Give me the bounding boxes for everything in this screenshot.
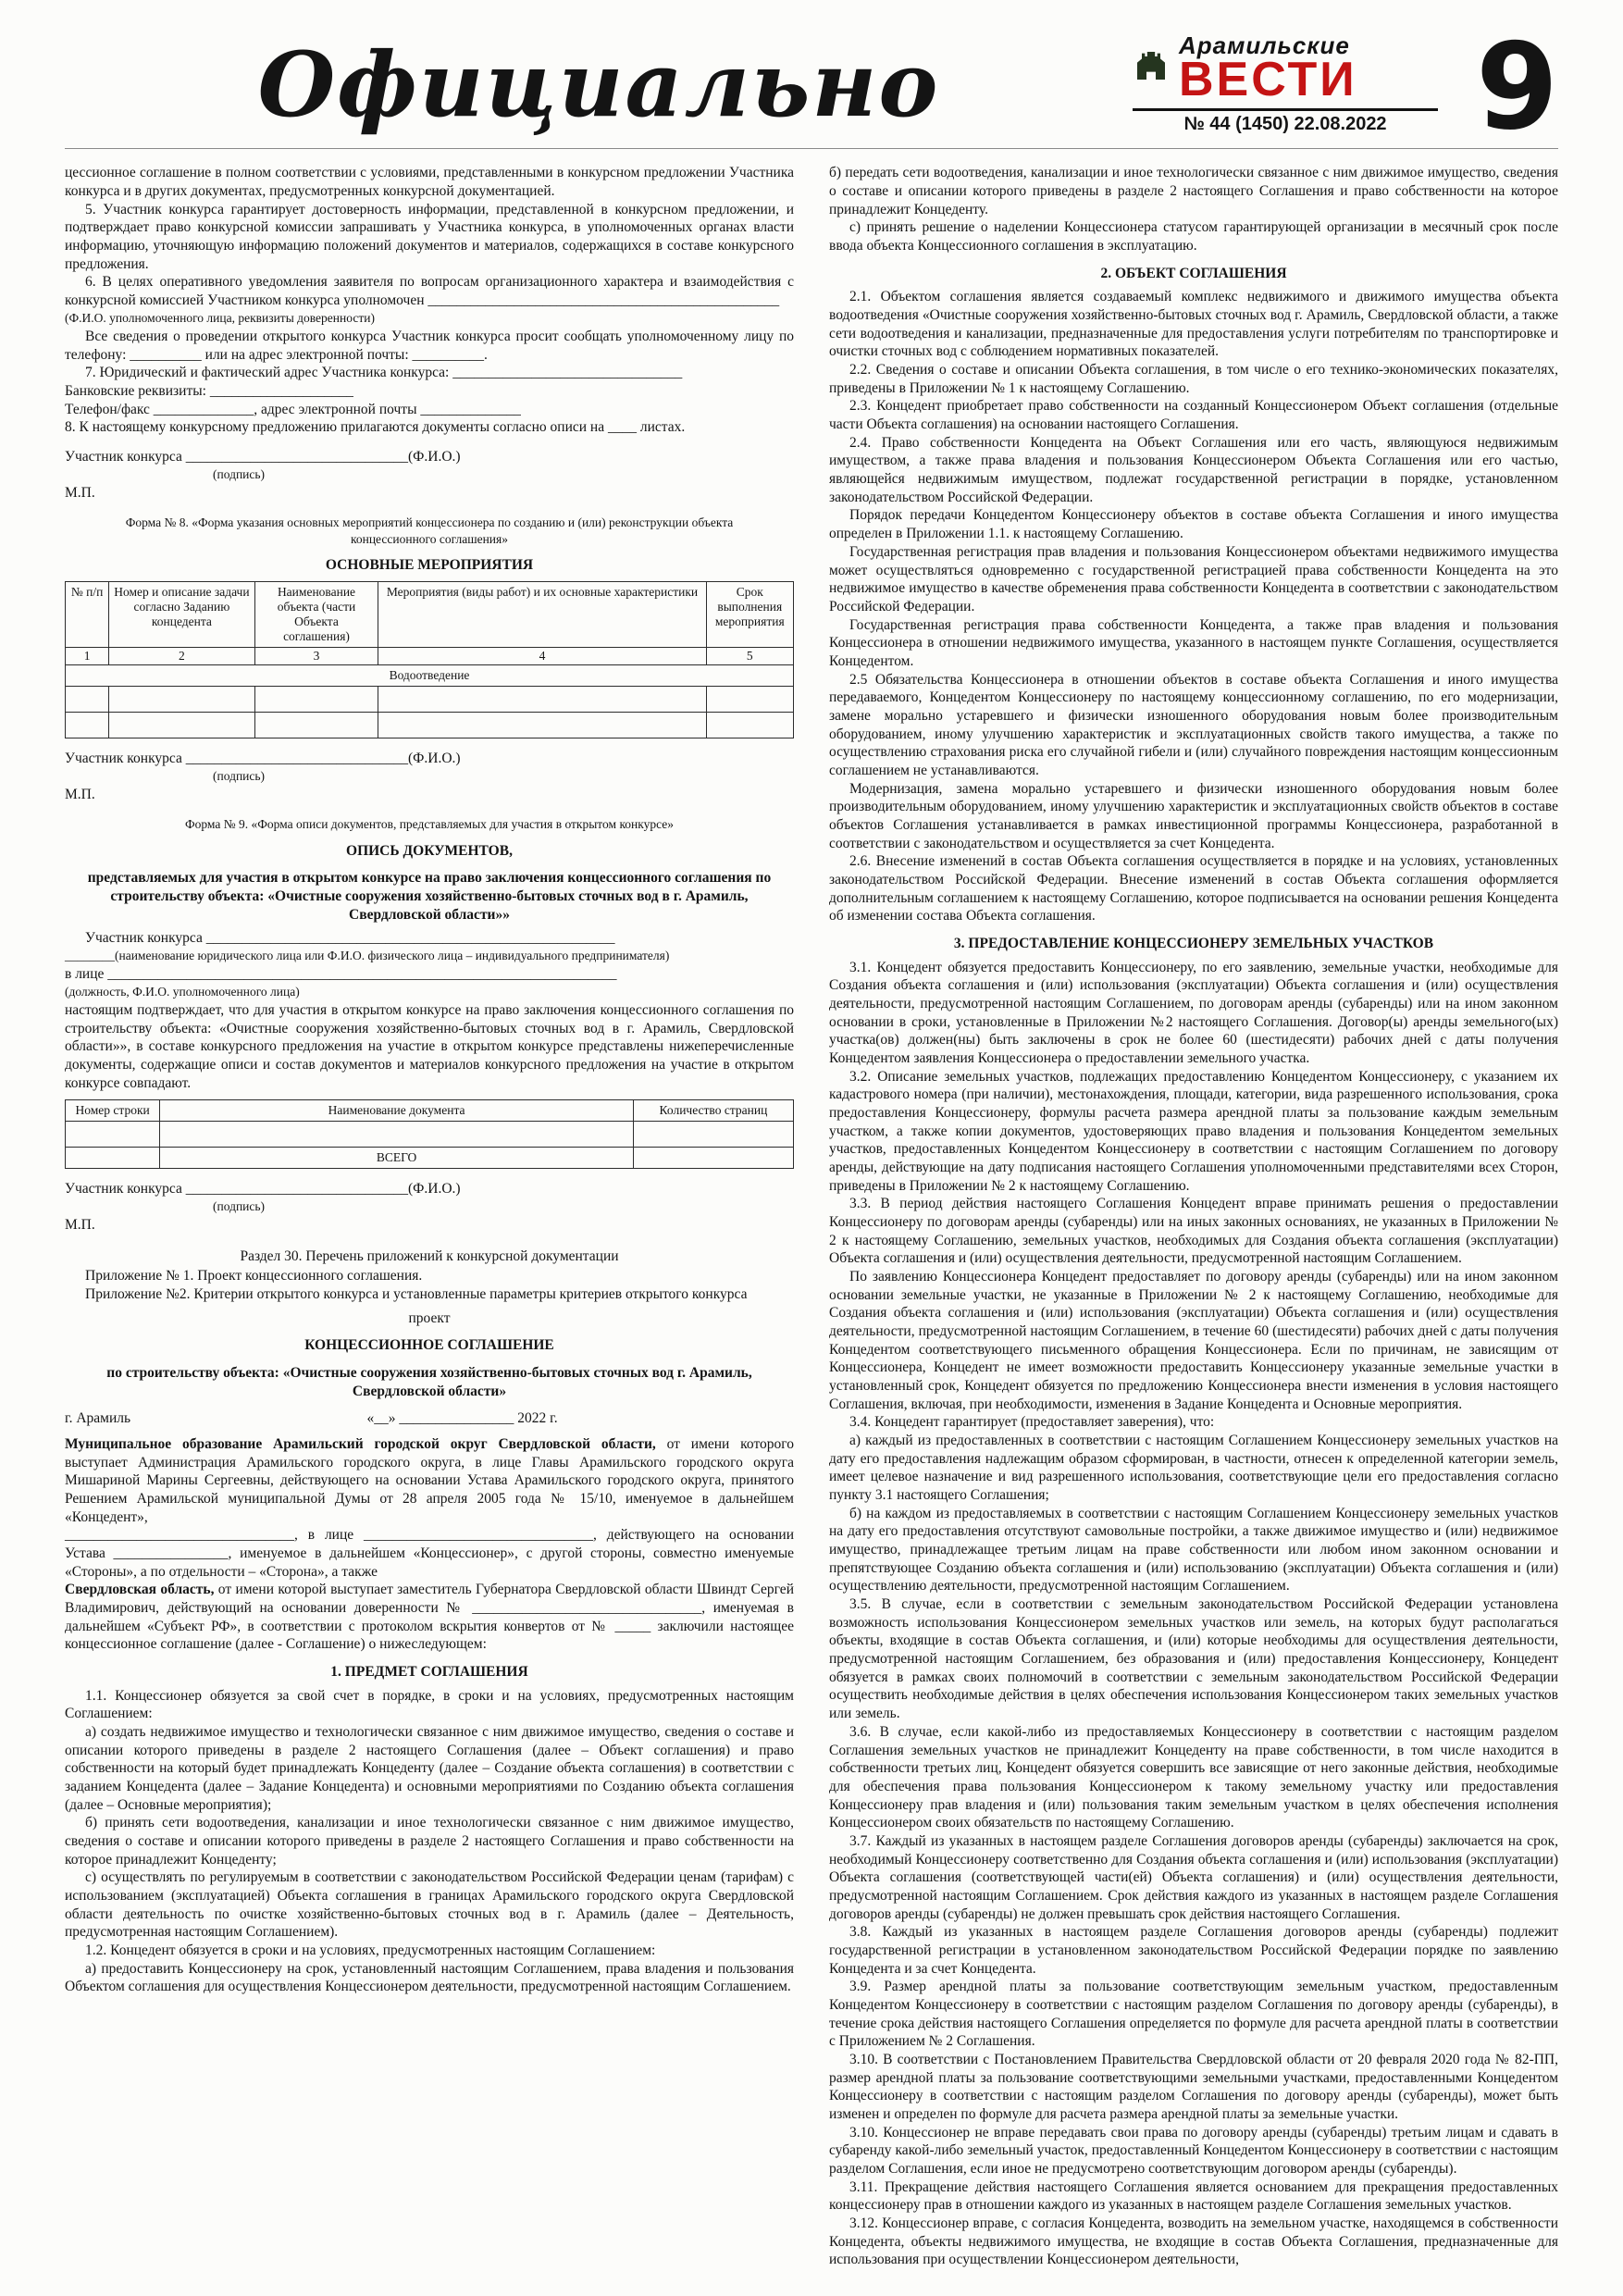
stamp-label: М.П. (65, 484, 95, 501)
paragraph: Муниципальное образование Арамильский городской округ Свердловской области, от имени которого выступает Администрация Арамильского городского округа, в лице Главы Арамильского городского округа Мишариной Марины Сергеевны, действующего на основании Устава Арамильского городского округа, принятого Решением Арамильской муниципальной Думы от 28 апреля 2005 года № 15/10, именуемое в дальнейшем «Концедент», (65, 1435, 794, 1525)
paragraph: б) принять сети водоотведения, канализации и иное технологически связанное с ним движимое имущество, сведения о составе и описании которого приведены в разделе 2 настоящего Соглашения и право собственности на которое принадлежит Концеденту; (65, 1815, 794, 1868)
paragraph: с) осуществлять по регулируемым в соответствии с законодательством Российской Федерации ценам (тарифам) с использованием (эксплуатацией) Объекта соглашения в границах Арамильского городского округа Свердловской области деятельность по очистке хозяйственно-бытовых сточных вод в г. Арамиль (далее – Деятельность, предусмотренная настоящим Соглашением). (65, 1869, 794, 1941)
total-row (66, 1148, 794, 1169)
paragraph: 3.7. Каждый из указанных в настоящем разделе Соглашения договоров аренды (субаренды) заключается на срок, необходимый Концессионеру соответственно для Создания объекта соглашения и (или) использования (эксплуатации) Объекта соглашения (соответствующей части(ей) Объекта соглашения) и (или) осуществления деятельности, предусмотренной настоящим Соглашением. Срок действия каждого из указанных в настоящем разделе Соглашения договоров аренды (субаренды) не должен превышать срок действия настоящего Соглашения. (829, 1832, 1558, 1922)
place-date-line (65, 1409, 794, 1428)
section-title: Официально (257, 32, 940, 138)
paragraph: а) каждый из предоставленных в соответствии с настоящим Соглашением Концессионеру земельных участков на дату его предоставления надлежащим образом сформирован, в частности, отнесен к определенной категории земель, имеет целевое назначение и вид разрешенного использования, соответствующие цели его предоставления согласно пункту 3.1 настоящего Соглашения; (829, 1433, 1558, 1504)
paragraph: 7. Юридический и фактический адрес Участника конкурса: ________________________________ (85, 365, 683, 381)
column-number-cell: 1 (66, 648, 109, 665)
paragraph: 2.3. Концедент приобретает право собственности на созданный Концессионером Объект соглашения (отдельные части Объекта соглашения) на основании настоящего Соглашения. (829, 398, 1558, 433)
paragraph: Все сведения о проведении открытого конкурса Участник конкурса просит сообщать уполномоченному лицу по телефону: __________ или на адрес электронной почты: __________. (65, 328, 794, 363)
paragraph: а) создать недвижимое имущество и технологически связанное с ним движимое имущество, сведения о составе и описании которого приведены в разделе 2 настоящего Соглашения (далее – Объект соглашения) и право собственности на который будет принадлежать Концеденту (далее – Создание объекта соглашения) в соответствии с заданием Концедента (далее – Задание Концедента) и основными мероприятиями по Созданию объекта соглашения (далее – Основные мероприятия); (65, 1723, 794, 1813)
paragraph: 3.8. Каждый из указанных в настоящем разделе Соглашения договоров аренды (субаренды) подлежит государственной регистрации в установленном законодательством Российской Федерации порядке по заявлению Концедента и за счет Концедента. (829, 1924, 1558, 1977)
paragraph: Свердловская область, от имени которой выступает заместитель Губернатора Свердловской области Швиндт Сергей Владимирович, действующий на основании доверенности № ________________________________, именуемая в дальнейшем «Субъект РФ», в соответствии с протоколом вскрытия конвертов от № _____ заключили настоящее концессионное соглашение (далее - Соглашение) о нижеследующем: (65, 1582, 794, 1653)
paragraph: 2.2. Сведения о составе и описании Объекта соглашения, в том числе о его технико-экономических показателях, приведены в Приложении № 1 к настоящему Соглашению. (829, 362, 1558, 396)
docs-table (65, 1099, 794, 1169)
signature-block (65, 1180, 794, 1234)
section-heading: представляемых для участия в открытом конкурсе на право заключения концессионного соглашения по строительству объекта: «Очистные сооружения хозяйственно-бытовых сточных вод в г. Арамиль, Свердловской области»» (87, 870, 772, 923)
section-heading: 3. ПРЕДОСТАВЛЕНИЕ КОНЦЕССИОНЕРУ ЗЕМЕЛЬНЫХ УЧАСТКОВ (953, 935, 1434, 951)
paragraph: По заявлению Концессионера Концедент предоставляет по договору аренды (субаренды) или на ином законном основании земельные участки, не указанные в Приложении № 2 к настоящему Соглашению, необходимые для Создания объекта соглашения и (или) использования (эксплуатации) Объекта соглашения и (или) осуществления деятельности, предусмотренной настоящим Соглашением, в течение 60 (шестидесяти) рабочих дней с даты получения Концедентом соответствующего письменного обращения Концессионера. Если по причинам, не зависящим от Концессионера, Концедент не имеет возможности предоставить Концессионеру указанные земельные участки в установленный срок, Концедент обязуется по предложению Концессионера внести изменения в условия настоящего Соглашения, включая, при необходимости, изменения в Задание Концедента и Основные мероприятия. (829, 1269, 1558, 1412)
field-caption: (Ф.И.О. уполномоченного лица, реквизиты доверенности) (65, 310, 375, 325)
signature-line: Участник конкурса _______________________________(Ф.И.О.) (65, 448, 461, 465)
article-columns (65, 164, 1558, 2269)
empty-cell (66, 1122, 160, 1148)
section-cell: Водоотведение (66, 664, 794, 686)
paragraph: Порядок передачи Концедентом Концессионеру объектов в составе объекта Соглашения и иного имущества определен в Приложении 1.1. к настоящему Соглашению. (829, 507, 1558, 542)
paragraph: 2.1. Объектом соглашения является создаваемый комплекс недвижимого и движимого имущества объекта водоотведения «Очистные сооружения хозяйственно-бытовых сточных вод г. Арамиль, Свердловской области, а также сети водоотведения и канализации, предназначенные для предоставления услуги потребителям по транспортировке и очистки сточных вод с соблюдением нормативных показателей. (829, 289, 1558, 360)
date-blank: «__» ________________ 2022 г. (366, 1410, 558, 1427)
paragraph: 2.5 Обязательства Концессионера в отношении объектов в составе объекта Соглашения и иного имущества передаваемого, Концедентом Концессионеру по настоящему концессионному соглашению, по его модернизации, замене морально устаревшего и физически изношенного оборудования новым более производительным оборудованием, иному улучшению характеристик и эксплуатационных свойств такого имущества, а также по осуществлению страхования риска его случайной гибели и (или) случайного повреждения настоящим концессионным соглашением не устанавливаются. (829, 671, 1558, 778)
paragraph: Государственная регистрация прав владения и пользования Концессионером объектами недвижимого имущества может осуществляться одновременно с государственной регистрацией права собственности Концедента на это недвижимое имущество в качестве обременения права собственности Концедента в соответствии с законодательством Российской Федерации. (829, 543, 1558, 614)
newspaper-logo (1133, 33, 1438, 135)
paragraph: ________________________________, в лице ________________________________, действующего на основании Устава ________________, именуемое в дальнейшем «Концессионер», с другой стороны, совместно именуемые «Стороны», а по отдельности – «Сторона», а также (65, 1527, 794, 1580)
paragraph: 3.9. Размер арендной платы за пользование соответствующим земельным участком, предоставленным Концедентом Концессионеру в соответствии с настоящим разделом Соглашения по договору аренды (субаренды), в течение срока действия настоящего Соглашения определяется по формуле для расчета арендной платы в соответствии с Приложением № 2 Соглашения. (829, 1979, 1558, 2050)
paragraph: а) предоставить Концессионеру на срок, установленный настоящим Соглашением, права владения и пользования Объектом соглашения для осуществления Концессионером деятельности, предусмотренной настоящим Соглашением. (65, 1960, 794, 1995)
empty-cell (66, 686, 109, 712)
measures-table (65, 581, 794, 738)
empty-row (66, 1122, 794, 1148)
paragraph: б) на каждом из предоставляемых в соответствии с настоящим Соглашением Концессионеру земельных участков на дату его предоставления отсутствуют самовольные постройки, а также движимое имущество и (или) недвижимое имущество, принадлежащее третьим лицам на праве собственности или любом ином законном основании и препятствующее Созданию объекта соглашения и (или) использованию (эксплуатации) Объекта соглашения и (или) осуществлению деятельности, предусмотренной настоящим Соглашением. (829, 1505, 1558, 1595)
form-caption: Форма № 8. «Форма указания основных мероприятий концессионера по созданию и (или) реконструкции объекта концессионного соглашения» (125, 515, 734, 546)
brand-name-bottom: ВЕСТИ (1179, 53, 1357, 106)
column-header: Срок выполнения мероприятия (706, 582, 793, 648)
emblem-icon (1133, 47, 1170, 89)
paragraph: 2.6. Внесение изменений в состав Объекта соглашения осуществляется в порядке и на условиях, установленных законодательством Российской Федерации. Внесение изменений в состав Объекта соглашения оформляется дополнительным соглашением к настоящему Соглашению, которое подписывается на основании решения Концедента об изменении состава Объекта соглашения. (829, 853, 1558, 925)
paragraph: 3.3. В период действия настоящего Соглашения Концедент вправе принимать решения о предоставлении Концессионеру по договорам аренды (субаренды) или на иных законных основаниях, не указанных в Приложении № 2 к настоящему Соглашению, земельных участков, необходимых для Создания объекта соглашения (эксплуатации) Объекта соглашения и (или) осуществления деятельности, предусмотренной настоящим Соглашением. (829, 1196, 1558, 1267)
empty-cell (109, 686, 254, 712)
column-header: № п/п (66, 582, 109, 648)
paragraph: 3.10. Концессионер не вправе передавать свои права по договору аренды (субаренды) третьим лицам и сдавать в субаренду какой-либо земельный участок, предоставленный Концедентом Концессионеру в соответствии с настоящим разделом Соглашения, если иное не предусмотрено соответствующим договором аренды (субаренды). (829, 2124, 1558, 2177)
section-heading: КОНЦЕССИОННОЕ СОГЛАШЕНИЕ (304, 1337, 554, 1354)
paragraph: 8. К настоящему конкурсному предложению прилагаются документы согласно описи на ____ листах. (65, 419, 686, 436)
empty-cell (66, 1148, 160, 1169)
paragraph: 3.6. В случае, если какой-либо из предоставляемых Концессионеру в соответствии с настоящим разделом Соглашения земельных участков не принадлежит Концеденту на праве собственности, в том числе находится в собственности третьих лиц, Концедент обязуется совершить все зависящие от него законные действия, необходимые для обеспечения права пользования Концессионером к такому земельному участку или предоставления Концессионеру прав владения и (или) пользования таким земельным участком в целях обеспечения исполнения Концессионером своих обязательств по настоящему Соглашению. (829, 1723, 1558, 1831)
paragraph: цессионное соглашение в полном соответствии с условиями, представленными в конкурсном предложении Участника конкурса и в других документах, предусмотренных конкурсной документацией. (65, 165, 794, 200)
total-cell: ВСЕГО (160, 1148, 634, 1169)
paragraph: 2.4. Право собственности Концедента на Объект Соглашения или его часть, являющуюся недвижимым имуществом, а также права владения и пользования Концессионером Объекта Соглашения или его частью, являющейся недвижимым имуществом, подлежат государственной регистрации в порядке, установленном законодательством Российской Федерации. (829, 434, 1558, 505)
stamp-label: М.П. (65, 786, 95, 802)
paragraph: 3.4. Концедент гарантирует (предоставляет заверения), что: (849, 1414, 1215, 1431)
column-header: Номер строки (66, 1100, 160, 1122)
paragraph: Приложение №2. Критерии открытого конкурса и установленные параметры критериев открытого конкурса (85, 1285, 748, 1302)
signature-caption: (подпись) (213, 1198, 266, 1213)
empty-cell (160, 1122, 634, 1148)
paragraph: Банковские реквизиты: ____________________ (65, 382, 353, 399)
empty-cell (633, 1148, 793, 1169)
empty-cell (109, 712, 254, 738)
bold-lead: Муниципальное образование Арамильский городской округ Свердловской области, (65, 1435, 656, 1452)
brand-name-top: Арамильские (1179, 31, 1350, 59)
empty-cell (706, 712, 793, 738)
brand-row (1133, 31, 1438, 106)
page-number: 9 (1475, 19, 1558, 156)
paragraph: 3.11. Прекращение действия настоящего Соглашения является основанием для прекращения предоставленных концессионеру прав в отношении каждого из указанных в настоящем разделе Соглашения земельных участков. (829, 2178, 1558, 2214)
signature-line: Участник конкурса _______________________________(Ф.И.О.) (65, 750, 461, 766)
bold-lead: Свердловская область, (65, 1582, 215, 1598)
paragraph: 3.1. Концедент обязуется предоставить Концессионеру, по его заявлению, земельные участки, необходимые для Создания объекта соглашения и (или) использования (эксплуатации) Объекта соглашения и (или) осуществления деятельности, предусмотренной настоящим Соглашением, по договорам аренды (субаренды) или на ином законном основании в сроки, установленные в Приложении №2 настоящего Соглашения. Договор(ы) аренды земельного(ых) участка(ов) должен(ны) быть заключены в срок не более 60 (шестидесяти) рабочих дней с даты получения Концедентом заявления Концессионера о предоставлении земельного участка. (829, 959, 1558, 1066)
centered-line: Раздел 30. Перечень приложений к конкурсной документации (240, 1247, 619, 1264)
column-header: Номер и описание задачи согласно Заданию концедента (109, 582, 254, 648)
brand-text (1179, 31, 1357, 106)
column-number-cell: 2 (109, 648, 254, 665)
paragraph: настоящим подтверждает, что для участия в открытом конкурсе на право заключения концессионного соглашения по строительству объекта: «Очистные сооружения хозяйственно-бытовых сточных вод в г. Арамиль, Свердловской области»», в составе конкурсного предложения на участие в открытом конкурсе представлены нижеперечисленные документы, содержащие описи и состав документов и материалов конкурсного предложения на участие в открытом конкурсе совпадают. (65, 1001, 794, 1091)
signature-caption: (подпись) (213, 466, 266, 481)
paragraph: 1.2. Концедент обязуется в сроки и на условиях, предусмотренных настоящим Соглашением: (85, 1942, 656, 1959)
paragraph: Государственная регистрация права собственности Концедента, а также прав владения и пользования Концессионера в отношении недвижимого имущества, указанного в настоящем пункте Соглашения, осуществляется Концедентом. (829, 616, 1558, 669)
column-header: Наименование документа (160, 1100, 634, 1122)
column-header: Мероприятия (виды работ) и их основные характеристики (378, 582, 706, 648)
column-number-cell: 4 (378, 648, 706, 665)
empty-cell (66, 712, 109, 738)
empty-cell (706, 686, 793, 712)
empty-row (66, 686, 794, 712)
paragraph: с) принять решение о наделении Концессионера статусом гарантирующей организации в месячный срок после ввода объекта Концессионного соглашения в эксплуатацию. (829, 219, 1558, 254)
section-heading: 1. ПРЕДМЕТ СОГЛАШЕНИЯ (330, 1663, 528, 1680)
column-number-row (66, 648, 794, 665)
paragraph: в лице _______________________________________________________________________ (65, 966, 617, 983)
section-heading: ОПИСЬ ДОКУМЕНТОВ, (346, 842, 513, 859)
right-column (829, 164, 1558, 2269)
paragraph: 1.1. Концессионер обязуется за свой счет в порядке, в сроки и на условиях, предусмотренных настоящим Соглашением: (65, 1687, 794, 1722)
paragraph: 3.12. Концессионер вправе, с согласия Концедента, возводить на земельном участке, находящемся в собственности Концедента, объекты недвижимого имущества, не входящие в состав Объекта Соглашения, предназначенные для использования при осуществлении Концессионером деятельности, (829, 2215, 1558, 2268)
table-header-row (66, 1100, 794, 1122)
section-row (66, 664, 794, 686)
column-number-cell: 5 (706, 648, 793, 665)
paragraph: Модернизация, замена морально устаревшего и физически изношенного оборудования новым более производительным оборудованием, иному улучшению характеристик и эксплуатационных свойств объектов в составе объектов Соглашения устанавливается в рамках инвестиционной программы Концессионера, разработанной в соответствии с законодательством и осуществляется за счет Концедента. (829, 780, 1558, 851)
empty-cell (378, 712, 706, 738)
column-header: Количество страниц (633, 1100, 793, 1122)
column-number-cell: 3 (254, 648, 378, 665)
left-column (65, 164, 794, 2269)
issue-line: № 44 (1450) 22.08.2022 (1133, 108, 1438, 135)
paragraph: Приложение № 1. Проект концессионного соглашения. (85, 1268, 423, 1285)
paragraph: 3.2. Описание земельных участков, подлежащих предоставлению Концедентом Концессионеру, с указанием их кадастрового номера (при наличии), местонахождения, площади, категории, вида разрешенного использования, срока предоставления Концессионеру, формулы расчета размера арендной платы за пользование каждым земельным участком, а также копии документов, удостоверяющих право владения и пользования Концедентом земельных участков, предоставленных Концедентом Концессионеру в соответствии с настоящим Соглашением по договору аренды, действующие на дату подписания настоящего Соглашения уполномоченными представителями всех Сторон, приведены в Приложении № 2 к настоящему Соглашению. (829, 1068, 1558, 1194)
field-caption: (должность, Ф.И.О. уполномоченного лица) (65, 984, 300, 999)
section-heading: ОСНОВНЫЕ МЕРОПРИЯТИЯ (325, 556, 534, 573)
paragraph: Телефон/факс ______________, адрес электронной почты ______________ (65, 401, 521, 417)
signature-block (65, 448, 794, 502)
table-header-row (66, 582, 794, 648)
paragraph: б) передать сети водоотведения, канализации и иное технологически связанное с ним движимое имущество, сведения о составе и описании которого приведены в разделе 2 настоящего Соглашения и право собственности на которое принадлежит Концеденту. (829, 165, 1558, 217)
section-heading: 2. ОБЪЕКТ СОГЛАШЕНИЯ (1100, 265, 1287, 281)
empty-cell (254, 686, 378, 712)
empty-cell (378, 686, 706, 712)
empty-cell (254, 712, 378, 738)
stamp-label: М.П. (65, 1216, 95, 1233)
paragraph: 3.10. В соответствии с Постановлением Правительства Свердловской области от 20 февраля 2020 года № 82-ПП, размер арендной платы за пользование соответствующими земельными участками, предоставленными Концедентом Концессионеру в соответствии с настоящим разделом Соглашения по договору аренды (субаренды), может быть изменен и определен по формуле для расчета размера арендной платы за земельные участки. (829, 2051, 1558, 2122)
section-heading: по строительству объекта: «Очистные сооружения хозяйственно-бытовых сточных вод г. Арамиль, Свердловской области» (106, 1364, 752, 1399)
field-caption: ________(наименование юридического лица или Ф.И.О. физического лица – индивидуального предпринимателя) (65, 948, 670, 962)
centered-line: проект (408, 1309, 451, 1326)
paragraph: 3.5. В случае, если в соответствии с земельным законодательством Российской Федерации установлена возможность использования Концессионером земельных участков или земель, на которых будут располагаться объекты, входящие в состав Объекта соглашения, и (или) которые необходимы для осуществления деятельности, предусмотренной настоящим Соглашением, без образования и (или) предоставления Концессионеру, Концедент обязуется в рамках своих полномочий в соответствии с земельным законодательством Российской Федерации осуществить необходимые действия в целях обеспечения использования Концессионером таких земельных участков или земель. (829, 1596, 1558, 1722)
empty-cell (633, 1122, 793, 1148)
signature-caption: (подпись) (213, 768, 266, 783)
paragraph: 6. В целях оперативного уведомления заявителя по вопросам организационного характера и взаимодействия с конкурсной комиссией Участником конкурса уполномочен _________________________________________________ (65, 274, 794, 309)
masthead (65, 19, 1558, 156)
place-label: г. Арамиль (65, 1410, 131, 1427)
paragraph: Участник конкурса _________________________________________________________ (85, 930, 615, 947)
signature-line: Участник конкурса _______________________________(Ф.И.О.) (65, 1181, 461, 1198)
form-caption: Форма № 9. «Форма описи документов, представляемых для участия в открытом конкурсе» (184, 817, 675, 832)
empty-row (66, 712, 794, 738)
column-header: Наименование объекта (части Объекта соглашения) (254, 582, 378, 648)
paragraph: 5. Участник конкурса гарантирует достоверность информации, представленной в конкурсном предложении, и подтверждает право конкурсной комиссии запрашивать у Участника конкурса, в уполномоченных органах власти информацию, уточняющую информацию положений документов и материалов, содержащихся в составе конкурсного предложения. (65, 201, 794, 272)
signature-block (65, 750, 794, 803)
